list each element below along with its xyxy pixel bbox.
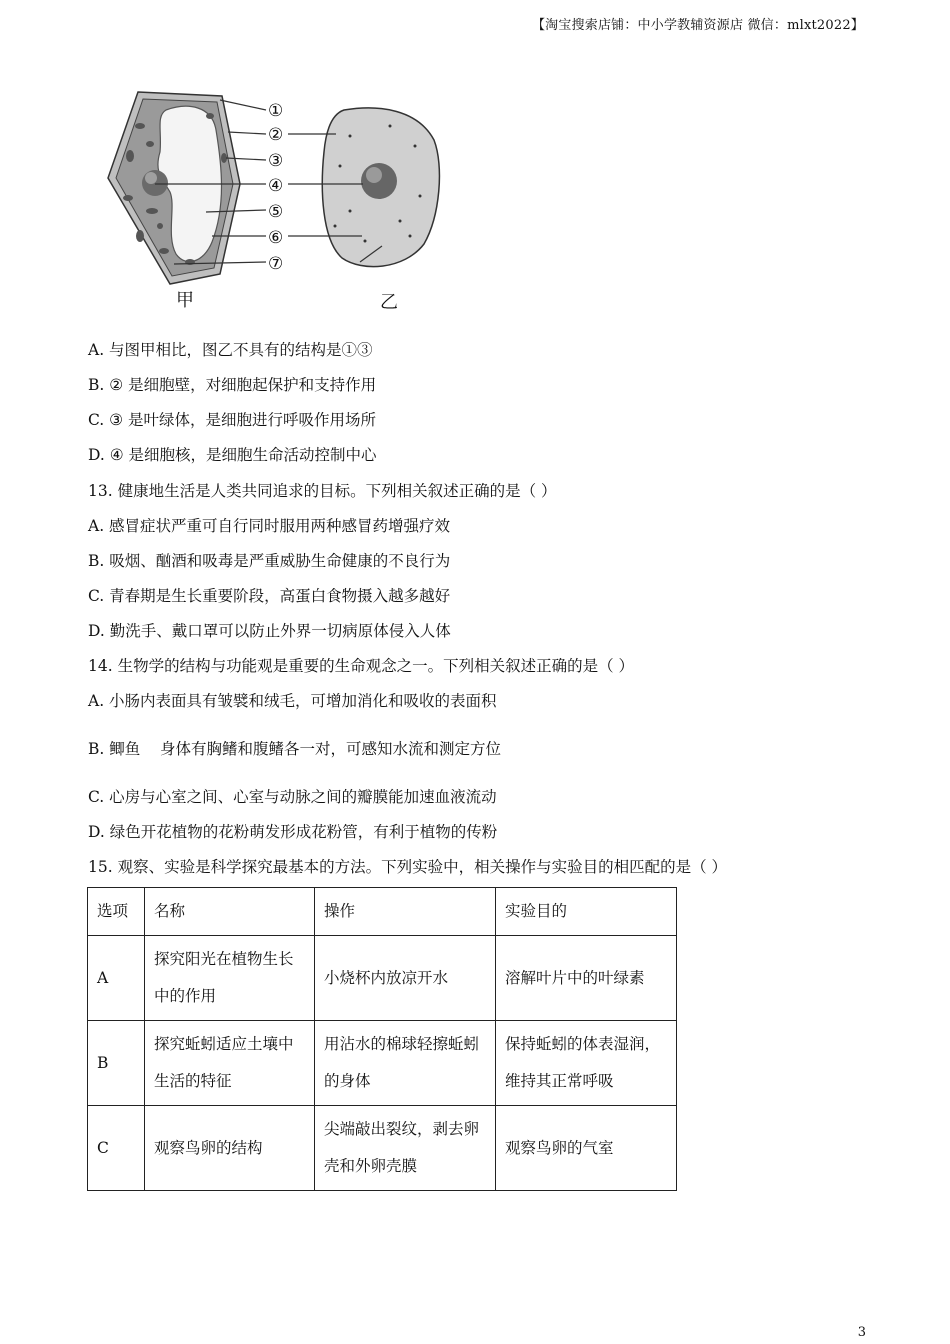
label-5: ⑤ bbox=[268, 202, 284, 222]
table-cell: 溶解叶片中的叶绿素 bbox=[496, 936, 677, 1021]
table-cell: 探究阳光在植物生长中的作用 bbox=[145, 936, 315, 1021]
q15-stem: 15. 观察、实验是科学探究最基本的方法。下列实验中，相关操作与实验目的相匹配的是（ ） bbox=[88, 858, 728, 876]
plant-cell bbox=[108, 92, 240, 284]
table-cell: 观察鸟卵的气室 bbox=[496, 1106, 677, 1191]
table-cell: C bbox=[88, 1106, 145, 1191]
table-row bbox=[88, 1106, 677, 1191]
cell-diagram-svg bbox=[100, 86, 480, 316]
q14-option-c: C. 心房与心室之间、心室与动脉之间的瓣膜能加速血液流动 bbox=[88, 788, 497, 806]
caption-yi: 乙 bbox=[380, 292, 398, 313]
q14-option-a: A. 小肠内表面具有皱襞和绒毛，可增加消化和吸收的表面积 bbox=[88, 692, 497, 710]
q13-option-d: D. 勤洗手、戴口罩可以防止外界一切病原体侵入人体 bbox=[88, 622, 451, 640]
cell-diagram bbox=[100, 86, 480, 316]
q12-option-d: D. ④ 是细胞核，是细胞生命活动控制中心 bbox=[88, 446, 377, 464]
table-cell: 尖端敲出裂纹，剥去卵壳和外卵壳膜 bbox=[315, 1106, 496, 1191]
q13-option-a: A. 感冒症状严重可自行同时服用两种感冒药增强疗效 bbox=[88, 517, 451, 535]
q13-option-b: B. 吸烟、酗酒和吸毒是严重威胁生命健康的不良行为 bbox=[88, 552, 451, 570]
q12-option-c: C. ③ 是叶绿体，是细胞进行呼吸作用场所 bbox=[88, 411, 376, 429]
table-cell: 保持蚯蚓的体表湿润，维持其正常呼吸 bbox=[496, 1021, 677, 1106]
table-cell: B bbox=[88, 1021, 145, 1106]
table-header-cell: 名称 bbox=[145, 888, 315, 936]
page-number: 3 bbox=[857, 1325, 866, 1340]
q14-option-d: D. 绿色开花植物的花粉萌发形成花粉管，有利于植物的传粉 bbox=[88, 823, 498, 841]
table-cell: 用沾水的棉球轻擦蚯蚓的身体 bbox=[315, 1021, 496, 1106]
label-6: ⑥ bbox=[268, 228, 284, 248]
table-cell: 观察鸟卵的结构 bbox=[145, 1106, 315, 1191]
page-header: 【淘宝搜索店铺：中小学教辅资源店 微信：mlxt2022】 bbox=[531, 18, 864, 33]
table-header-row bbox=[88, 888, 677, 936]
q14-option-b: B. 鲫鱼 身体有胸鳍和腹鳍各一对，可感知水流和测定方位 bbox=[88, 740, 501, 758]
animal-cell bbox=[322, 108, 439, 267]
table-cell: 探究蚯蚓适应土壤中生活的特征 bbox=[145, 1021, 315, 1106]
table-header-cell: 选项 bbox=[88, 888, 145, 936]
table-header-cell: 实验目的 bbox=[496, 888, 677, 936]
table-row bbox=[88, 936, 677, 1021]
label-2: ② bbox=[268, 125, 284, 145]
table-header-cell: 操作 bbox=[315, 888, 496, 936]
q15-table bbox=[87, 887, 677, 1191]
label-3: ③ bbox=[268, 151, 284, 171]
q13-option-c: C. 青春期是生长重要阶段，高蛋白食物摄入越多越好 bbox=[88, 587, 451, 605]
table-cell: 小烧杯内放凉开水 bbox=[315, 936, 496, 1021]
label-4: ④ bbox=[268, 176, 284, 196]
q13-stem: 13. 健康地生活是人类共同追求的目标。下列相关叙述正确的是（ ） bbox=[88, 482, 557, 500]
q12-option-b: B. ② 是细胞壁，对细胞起保护和支持作用 bbox=[88, 376, 377, 394]
label-1: ① bbox=[268, 101, 284, 121]
q14-stem: 14. 生物学的结构与功能观是重要的生命观念之一。下列相关叙述正确的是（ ） bbox=[88, 657, 635, 675]
q12-option-a: A. 与图甲相比，图乙不具有的结构是①③ bbox=[88, 341, 373, 359]
caption-jia: 甲 bbox=[176, 290, 194, 311]
table-row bbox=[88, 1021, 677, 1106]
table-cell: A bbox=[88, 936, 145, 1021]
label-7: ⑦ bbox=[268, 254, 284, 274]
